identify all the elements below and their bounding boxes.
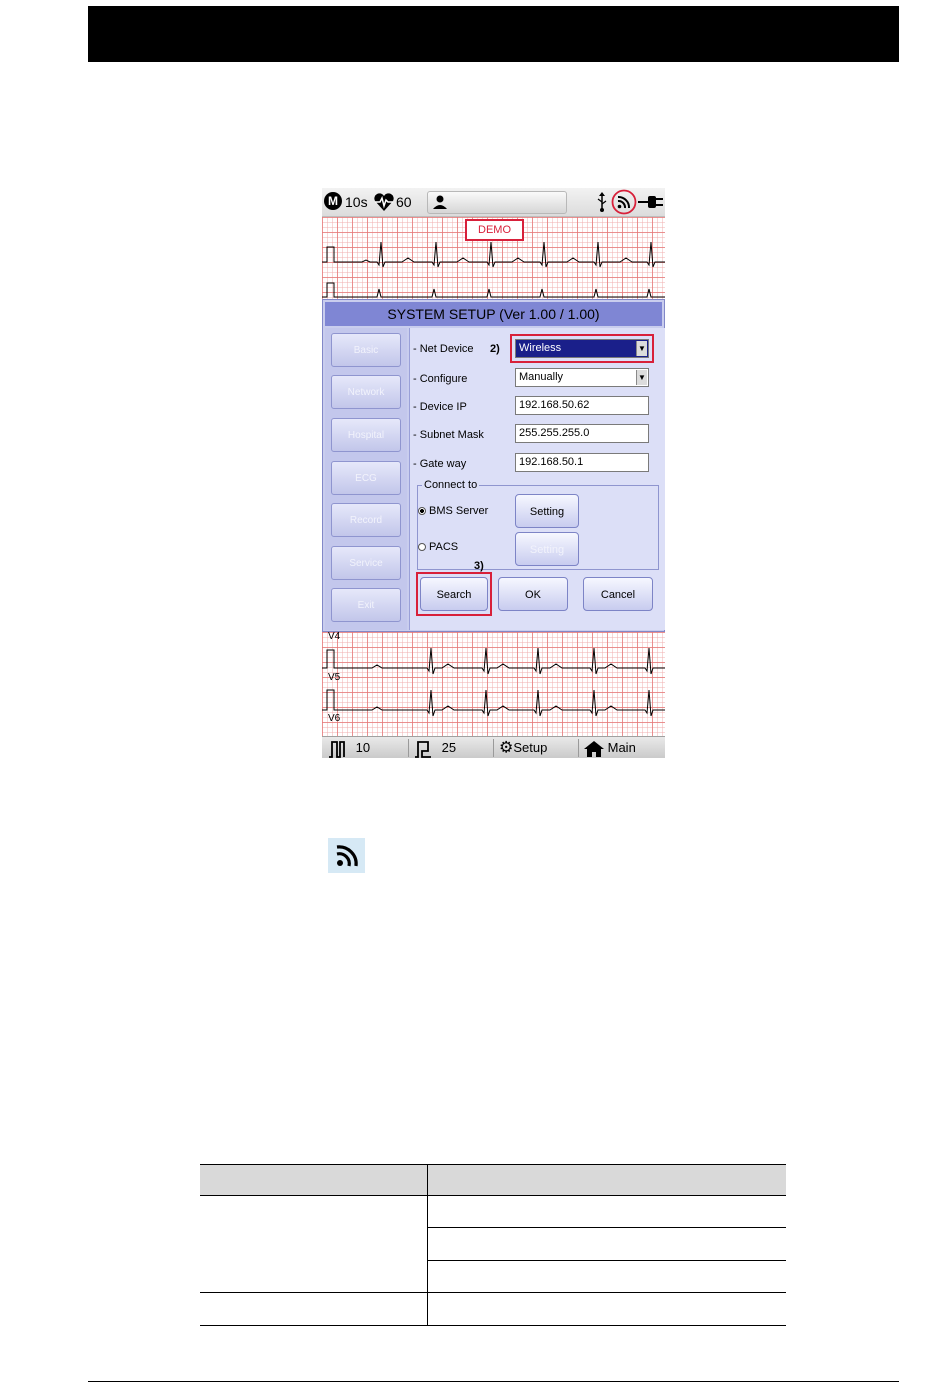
configure-select[interactable] xyxy=(515,368,649,387)
patient-info-box[interactable] xyxy=(427,191,567,214)
setup-button[interactable] xyxy=(499,737,547,758)
power-plug-icon xyxy=(638,193,664,216)
search-button[interactable]: Search xyxy=(420,577,488,611)
main-label: Main xyxy=(607,740,636,755)
bms-server-radio[interactable] xyxy=(418,505,488,517)
speed-value: 10 xyxy=(355,740,371,755)
heart-icon xyxy=(373,192,395,217)
pacs-radio[interactable] xyxy=(418,541,458,553)
speed-item[interactable] xyxy=(328,737,370,758)
bms-setting-button[interactable]: Setting xyxy=(515,494,579,528)
gain-icon xyxy=(414,740,432,758)
device-screen xyxy=(322,188,665,758)
speed-icon xyxy=(328,740,346,758)
gateway-input[interactable]: 192.168.50.1 xyxy=(515,453,649,472)
nav-record-button[interactable]: Record xyxy=(331,503,401,537)
subnet-mask-label: - Subnet Mask xyxy=(413,429,484,441)
usb-icon xyxy=(596,192,608,217)
radio-unselected-icon xyxy=(418,543,426,551)
ecg-strip-bottom xyxy=(322,632,665,736)
footer-divider xyxy=(88,1381,899,1382)
radio-selected-icon xyxy=(418,507,426,515)
ok-button[interactable]: OK xyxy=(498,577,568,611)
header-banner xyxy=(88,6,899,62)
subnet-mask-input[interactable]: 255.255.255.0 xyxy=(515,424,649,443)
pacs-setting-button[interactable]: Setting xyxy=(515,532,579,566)
status-bar xyxy=(322,188,665,217)
nav-hospital-button[interactable]: Hospital xyxy=(331,418,401,452)
setup-nav-panel xyxy=(325,328,407,630)
chevron-down-icon: ▼ xyxy=(636,341,647,356)
main-button[interactable] xyxy=(584,737,636,758)
net-device-label: - Net Device xyxy=(413,343,474,355)
dialog-title: SYSTEM SETUP (Ver 1.00 / 1.00) xyxy=(325,302,662,326)
gain-value: 25 xyxy=(441,740,457,755)
nav-ecg-button[interactable]: ECG xyxy=(331,461,401,495)
device-bottom-bar xyxy=(322,736,665,758)
configure-label: - Configure xyxy=(413,373,467,385)
demo-badge: DEMO xyxy=(465,219,524,241)
net-device-select[interactable] xyxy=(515,339,649,358)
device-ip-label: - Device IP xyxy=(413,401,467,413)
nav-exit-button[interactable]: Exit xyxy=(331,588,401,622)
setup-label: Setup xyxy=(513,740,548,755)
table-header-row xyxy=(200,1164,786,1195)
system-setup-dialog xyxy=(322,299,665,632)
configure-value: Manually xyxy=(519,371,564,383)
net-device-value: Wireless xyxy=(519,342,562,354)
chevron-down-icon: ▼ xyxy=(636,370,647,385)
connect-to-legend: Connect to xyxy=(424,479,478,491)
callout-2: 2) xyxy=(490,343,500,355)
user-icon xyxy=(432,194,448,215)
gain-item[interactable] xyxy=(414,737,456,758)
pacs-label: PACS xyxy=(429,541,459,553)
heart-rate-text: 60 xyxy=(396,194,412,210)
mode-badge: M xyxy=(324,192,342,210)
lead-label-v6: V6 xyxy=(328,713,341,724)
device-ip-input[interactable]: 192.168.50.62 xyxy=(515,396,649,415)
nav-service-button[interactable]: Service xyxy=(331,546,401,580)
nav-network-button[interactable]: Network xyxy=(331,375,401,409)
lead-label-v4: V4 xyxy=(328,631,341,642)
lead-label-v5: V5 xyxy=(328,672,341,683)
network-settings-panel xyxy=(409,328,665,630)
wifi-icon[interactable] xyxy=(611,189,637,220)
duration-text: 10s xyxy=(345,194,368,210)
nav-basic-button[interactable]: Basic xyxy=(331,333,401,367)
spec-table xyxy=(200,1164,786,1326)
home-icon xyxy=(584,741,604,757)
gear-icon: ⚙ xyxy=(499,739,514,757)
cancel-button[interactable]: Cancel xyxy=(583,577,653,611)
bms-server-label: BMS Server xyxy=(429,505,489,517)
callout-3: 3) xyxy=(474,560,484,572)
wifi-icon xyxy=(328,838,365,873)
gateway-label: - Gate way xyxy=(413,458,466,470)
